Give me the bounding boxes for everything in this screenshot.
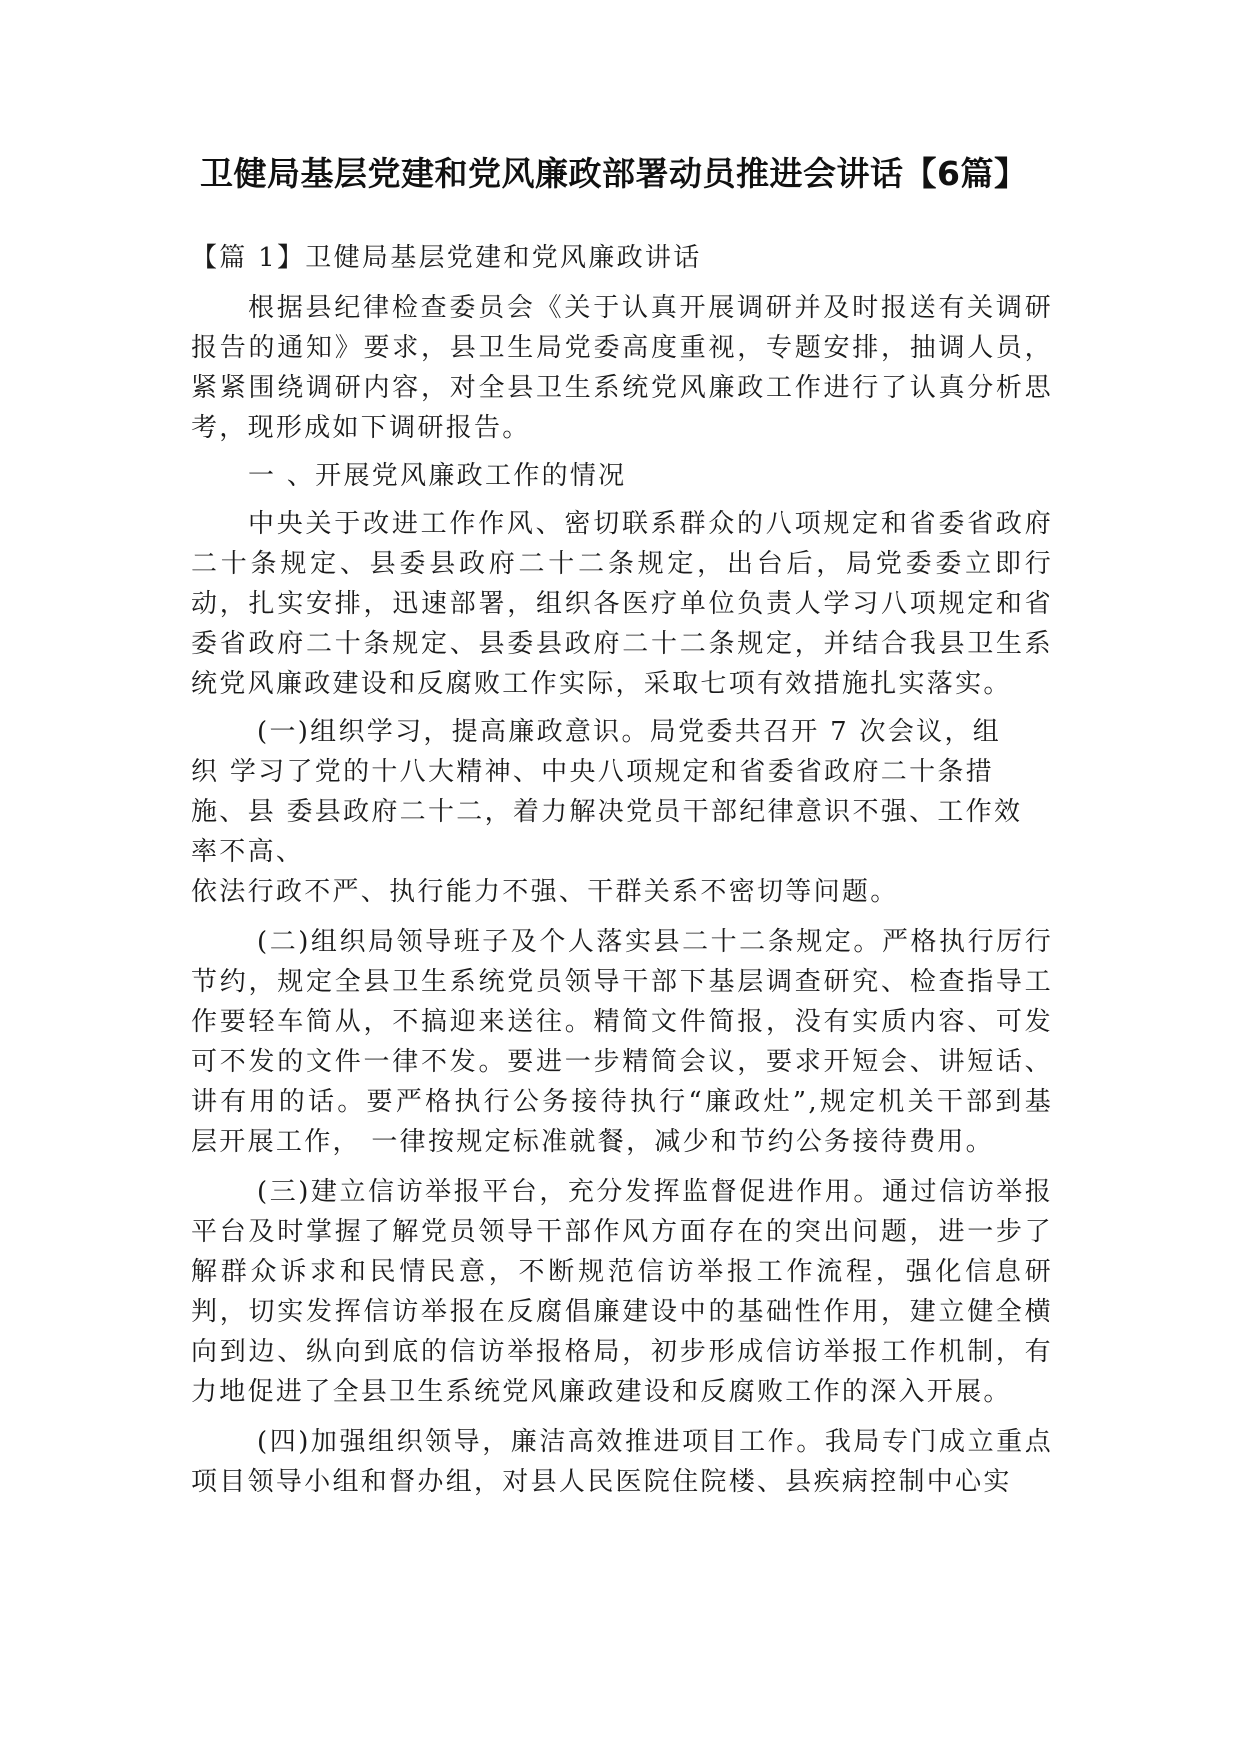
- section-heading: 【篇 1】卫健局基层党建和党风廉政讲话: [191, 243, 702, 273]
- intro-paragraph: 根据县纪律检查委员会《关于认真开展调研并及时报送有关调研报告的通知》要求，县卫生局党委高度重视，专题安排，抽调人员，紧紧围绕调研内容，对全县卫生系统党风廉政工作进行了认真分析思考，现形成如下调研报告。: [191, 293, 1053, 443]
- central-paragraph: 中央关于改进工作作风、密切联系群众的八项规定和省委省政府二十条规定、县委县政府二十二条规定，出台后，局党委委立即行动，扎实安排，迅速部署，组织各医疗单位负责人学习八项规定和省委省政府二十条规定、县委县政府二十二条规定，并结合我县卫生系统党风廉政建设和反腐败工作实际，采取七项有效措施扎实落实。: [191, 509, 1053, 699]
- item-one-line: 率不高、: [191, 837, 305, 867]
- item-one-line: 依法行政不严、执行能力不强、干群关系不密切等问题。: [191, 877, 899, 907]
- item-three-paragraph: (三)建立信访举报平台，充分发挥监督促进作用。通过信访举报平台及时掌握了解党员领导干部作风方面存在的突出问题，进一步了解群众诉求和民情民意，不断规范信访举报工作流程，强化信息研判，切实发挥信访举报在反腐倡廉建设中的基础性作用，建立健全横向到边、纵向到底的信访举报格局，初步形成信访举报工作机制，有力地促进了全县卫生系统党风廉政建设和反腐败工作的深入开展。: [191, 1177, 1053, 1407]
- item-one-paragraph: [191, 712, 1053, 912]
- item-one-line: (一)组织学习，提高廉政意识。局党委共召开 7 次会议，组: [257, 717, 1002, 747]
- document-body: [191, 238, 1053, 1512]
- item-four-paragraph: (四)加强组织领导，廉洁高效推进项目工作。我局专门成立重点项目领导小组和督办组，对县人民医院住院楼、县疾病控制中心实: [191, 1427, 1053, 1497]
- heading-one: 一 、开展党风廉政工作的情况: [248, 461, 627, 491]
- item-one-line: 施、县 委县政府二十二，着力解决党员干部纪律意识不强、工作效: [191, 797, 1023, 827]
- item-two-paragraph: (二)组织局领导班子及个人落实县二十二条规定。严格执行厉行节约，规定全县卫生系统党员领导干部下基层调查研究、检查指导工作要轻车简从，不搞迎来送往。精简文件简报，没有实质内容、可发可不发的文件一律不发。要进一步精简会议，要求开短会、讲短话、讲有用的话。要严格执行公务接待执行“廉政灶”,规定机关干部到基层开展工作， 一律按规定标准就餐，减少和节约公务接待费用。: [191, 927, 1053, 1157]
- item-one-line: 织 学习了党的十八大精神、中央八项规定和省委省政府二十条措: [191, 757, 994, 787]
- document-title: 卫健局基层党建和党风廉政部署动员推进会讲话【6篇】: [200, 154, 1028, 193]
